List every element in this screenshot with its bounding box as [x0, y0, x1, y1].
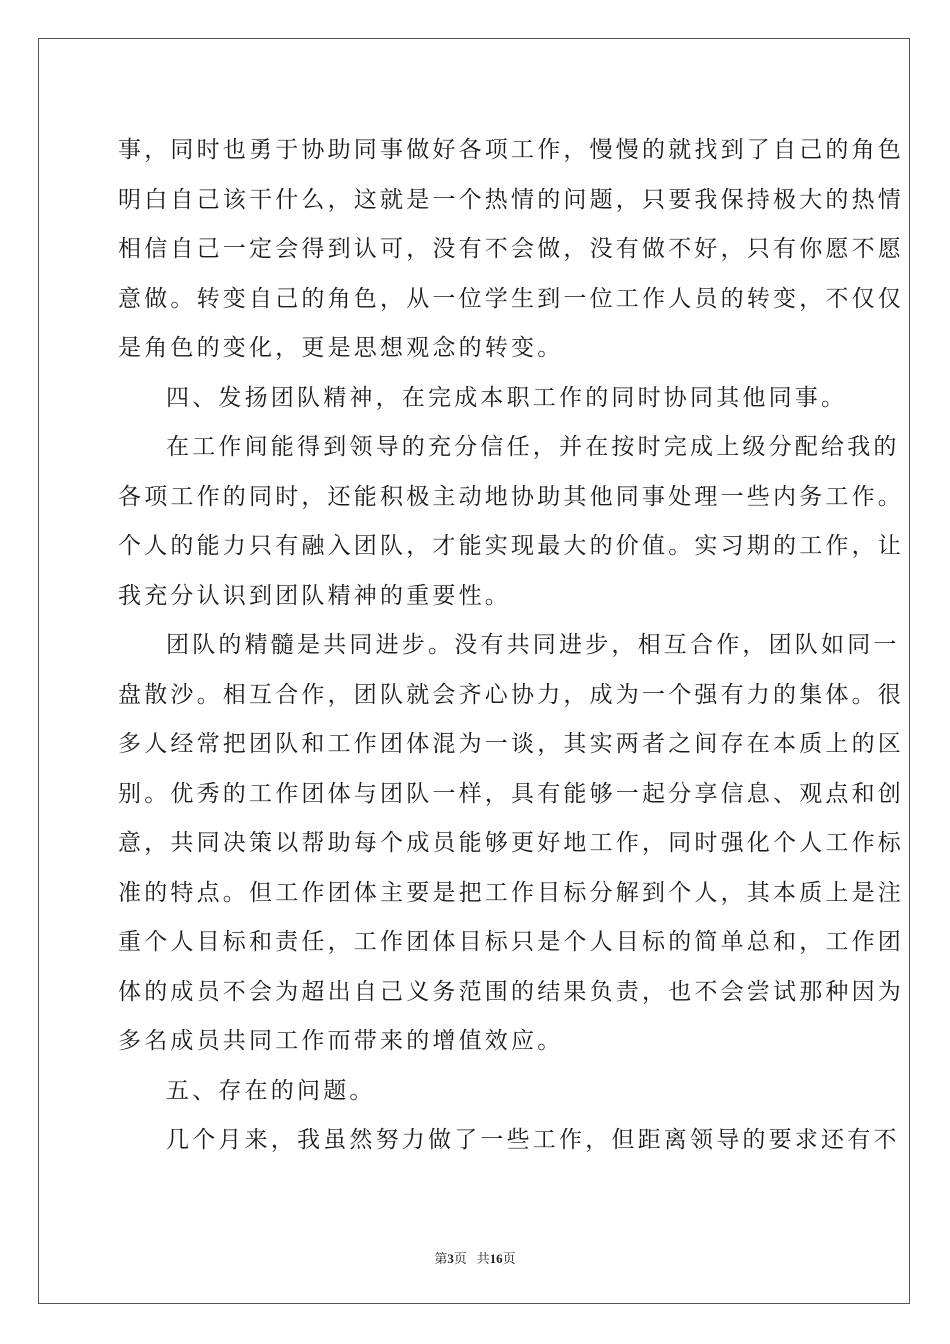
text-line: 意，共同决策以帮助每个成员能够更好地工作，同时强化个人工作标 — [118, 830, 904, 856]
footer-total-prefix: 共 — [476, 1251, 490, 1266]
text-line: 别。优秀的工作团体与团队一样，具有能够一起分享信息、观点和创 — [118, 780, 904, 807]
text-line: 多名成员共同工作而带来的增值效应。 — [118, 1028, 564, 1054]
footer-page-prefix: 第 — [434, 1251, 448, 1266]
footer-total-pages: 16 — [489, 1251, 503, 1266]
text-line: 各项工作的同时，还能积极主动地协助其他同事处理一些内务工作。 — [118, 483, 904, 510]
text-line: 是角色的变化，更是思想观念的转变。 — [118, 335, 564, 361]
text-line: 体的成员不会为超出自己义务范围的结果负责，也不会尝试那种因为 — [118, 978, 904, 1005]
text-line: 个人的能力只有融入团队，才能实现最大的价值。实习期的工作，让 — [118, 533, 904, 559]
page-footer — [0, 1248, 950, 1267]
text-line: 明白自己该干什么，这就是一个热情的问题，只要我保持极大的热情 — [118, 186, 904, 213]
text-line: 几个月来，我虽然努力做了一些工作，但距离领导的要求还有不 — [166, 1127, 900, 1153]
text-line: 五、存在的问题。 — [166, 1077, 376, 1104]
footer-page-number: 3 — [447, 1251, 454, 1266]
text-line: 在工作间能得到领导的充分信任，并在按时完成上级分配给我的 — [166, 434, 900, 460]
text-line: 准的特点。但工作团体主要是把工作目标分解到个人，其本质上是注 — [118, 879, 904, 906]
text-line: 多人经常把团队和工作团体混为一谈，其实两者之间存在本质上的区 — [118, 731, 904, 757]
text-line: 团队的精髓是共同进步。没有共同进步，相互合作，团队如同一 — [166, 632, 900, 658]
footer-total-suffix: 页 — [502, 1251, 516, 1266]
text-line: 重个人目标和责任，工作团体目标只是个人目标的简单总和，工作团 — [118, 929, 904, 955]
text-line: 四、发扬团队精神，在完成本职工作的同时协同其他同事。 — [166, 384, 848, 411]
text-line: 事，同时也勇于协助同事做好各项工作，慢慢的就找到了自己的角色 — [118, 137, 904, 163]
text-line: 盘散沙。相互合作，团队就会齐心协力，成为一个强有力的集体。很 — [118, 681, 904, 708]
text-line: 意做。转变自己的角色，从一位学生到一位工作人员的转变，不仅仅 — [118, 285, 904, 312]
text-line: 我充分认识到团队精神的重要性。 — [118, 582, 511, 609]
document-body — [118, 126, 904, 1166]
text-line: 相信自己一定会得到认可，没有不会做，没有做不好，只有你愿不愿 — [118, 236, 904, 262]
footer-page-suffix: 页 — [453, 1251, 467, 1266]
